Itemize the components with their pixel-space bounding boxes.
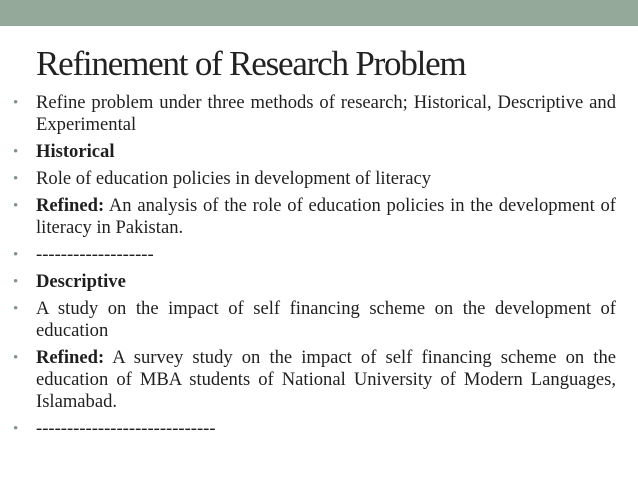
bullet-text: A study on the impact of self financing scheme on the development of education <box>36 298 616 341</box>
bullet-separator: ------------------- <box>36 244 154 265</box>
bullet-list <box>12 92 616 445</box>
bullet-lead-label: Refined: <box>36 347 105 368</box>
slide-title: Refinement of Research Problem <box>36 44 466 83</box>
bullet-item-descriptive-problem <box>12 298 616 342</box>
bullet-heading: Historical <box>36 141 115 162</box>
bullet-item-descriptive-refined <box>12 347 616 413</box>
bullet-dot: • <box>13 198 19 214</box>
bullet-item-historical-refined <box>12 195 616 239</box>
bullet-dot: • <box>13 301 19 317</box>
bullet-item-separator-2 <box>12 418 616 440</box>
bullet-item-separator-1 <box>12 244 616 266</box>
bullet-dot: • <box>13 171 19 187</box>
bullet-dot: • <box>13 144 19 160</box>
bullet-item-historical <box>12 141 616 163</box>
bullet-heading: Descriptive <box>36 271 126 292</box>
bullet-dot: • <box>13 247 19 263</box>
bullet-dot: • <box>13 350 19 366</box>
bullet-dot: • <box>13 421 19 437</box>
bullet-text: An analysis of the role of education policies in the development of literacy in Pakistan. <box>36 195 616 238</box>
top-decorative-band <box>0 0 638 26</box>
bullet-item-descriptive <box>12 271 616 293</box>
bullet-lead-label: Refined: <box>36 195 105 216</box>
bullet-text: Role of education policies in development of literacy <box>36 168 431 189</box>
bullet-text: A survey study on the impact of self financing scheme on the education of MBA students of National University of Modern Languages, Islamabad. <box>36 347 616 412</box>
bullet-item-historical-problem <box>12 168 616 190</box>
bullet-item-methods <box>12 92 616 136</box>
bullet-dot: • <box>13 274 19 290</box>
bullet-dot: • <box>13 95 19 111</box>
bullet-separator: ----------------------------- <box>36 418 216 439</box>
bullet-text: Refine problem under three methods of research; Historical, Descriptive and Experimental <box>36 92 616 135</box>
